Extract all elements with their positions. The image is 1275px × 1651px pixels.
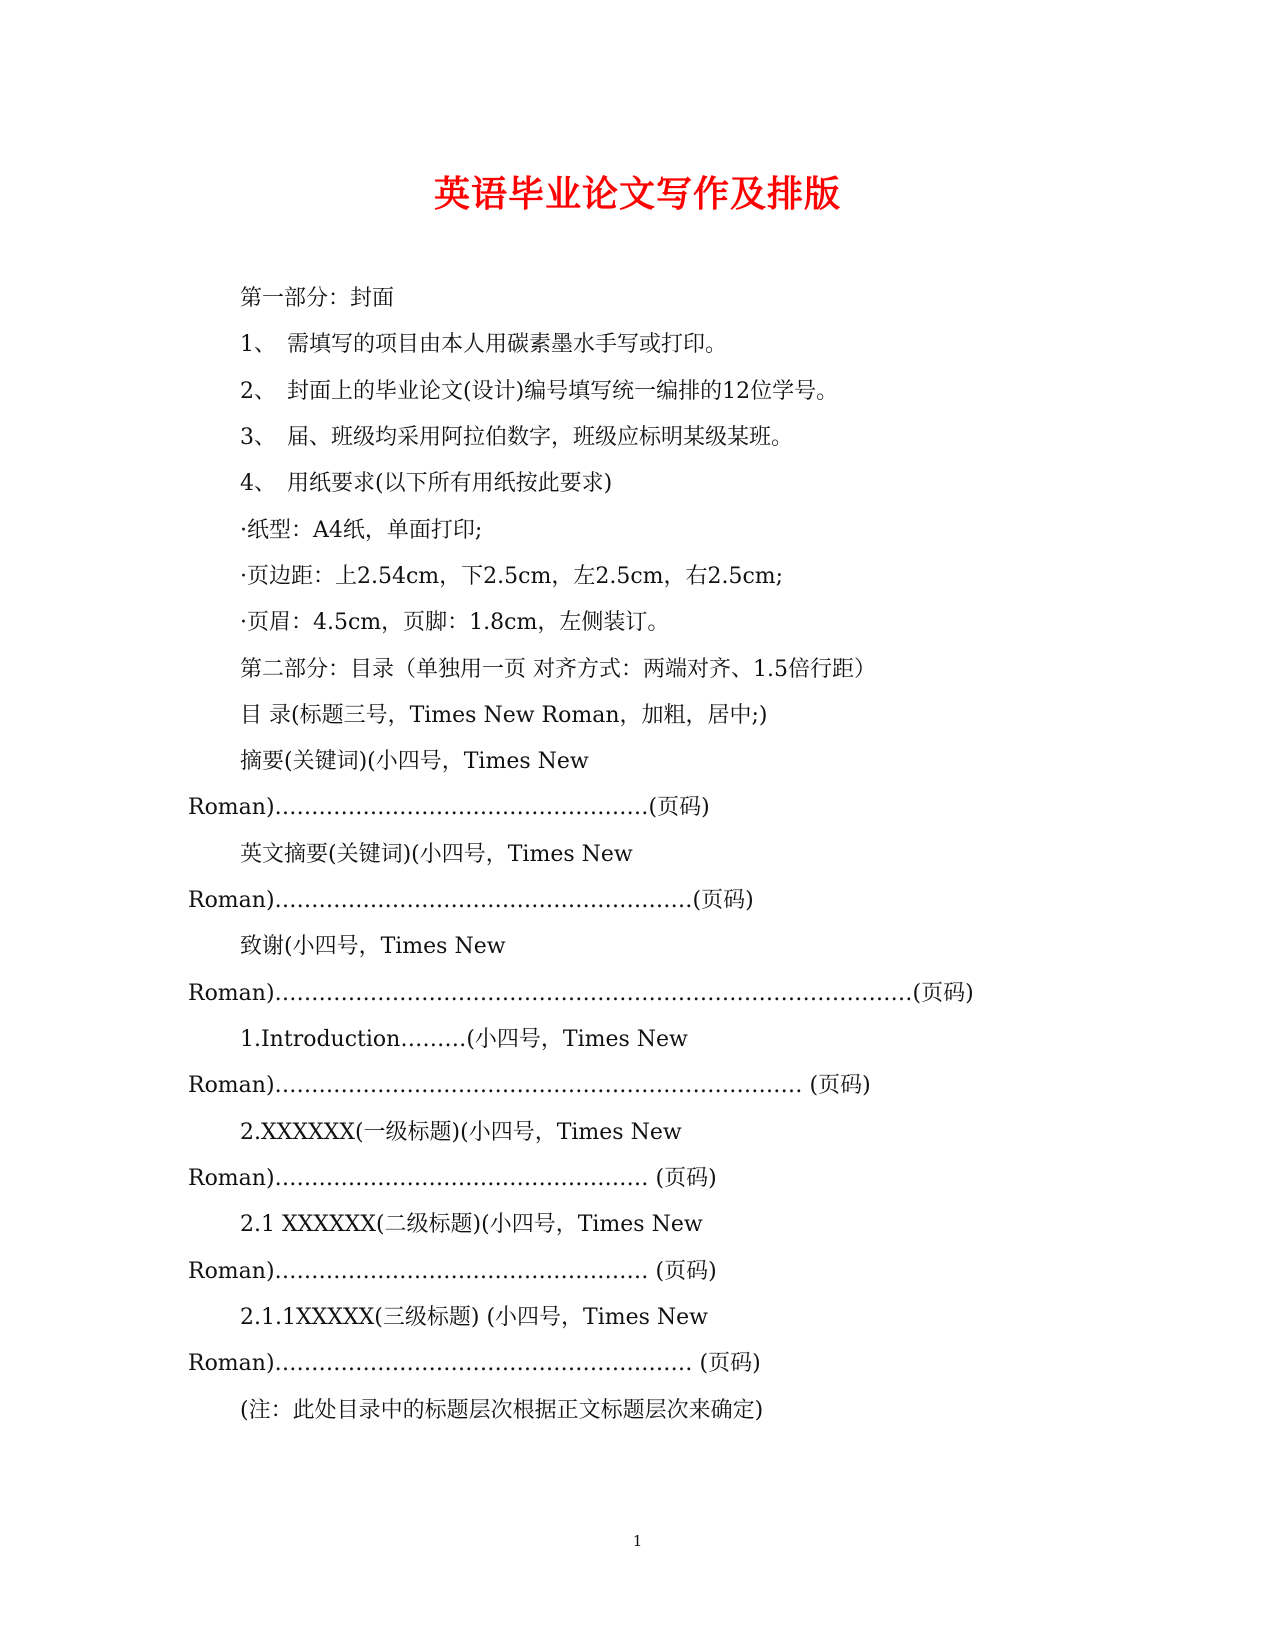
cover-item-1: 1、 需填写的项目由本人用碳素墨水手写或打印。 (240, 332, 727, 357)
toc-entry-english-abstract-cont: Roman)…………………………………………………(页码) (188, 888, 754, 913)
toc-entry-acknowledgements-cont: Roman)……………………………………………………………………………(页码) (188, 981, 974, 1006)
toc-entry-introduction: 1.Introduction………(小四号，Times New (240, 1027, 688, 1052)
toc-entry-introduction-cont: Roman)……………………………………………………………… (页码) (188, 1073, 871, 1098)
toc-title-format: 目 录(标题三号，Times New Roman，加粗，居中;) (240, 703, 768, 728)
cover-item-3: 3、 届、班级均采用阿拉伯数字，班级应标明某级某班。 (240, 425, 793, 450)
section-heading-cover: 第一部分：封面 (240, 286, 395, 311)
header-footer-bullet: ·页眉：4.5cm，页脚：1.8cm，左侧装订。 (240, 610, 670, 635)
toc-entry-acknowledgements: 致谢(小四号，Times New (240, 934, 506, 959)
toc-entry-level-2: 2.1 XXXXXX(二级标题)(小四号，Times New (240, 1212, 703, 1237)
toc-entry-level-3-cont: Roman)………………………………………………… (页码) (188, 1351, 761, 1376)
toc-entry-english-abstract: 英文摘要(关键词)(小四号，Times New (240, 842, 633, 867)
document-title: 英语毕业论文写作及排版 (433, 173, 841, 215)
toc-entry-level-1-cont: Roman)…………………………………………… (页码) (188, 1166, 717, 1191)
toc-entry-level-1: 2.XXXXXX(一级标题)(小四号，Times New (240, 1120, 682, 1145)
toc-entry-level-3: 2.1.1XXXXX(三级标题) (小四号，Times New (240, 1305, 709, 1330)
page-number: 1 (632, 1532, 643, 1550)
paper-type-bullet: ·纸型：A4纸，单面打印; (240, 518, 483, 543)
toc-note: (注：此处目录中的标题层次根据正文标题层次来确定) (240, 1398, 764, 1423)
toc-entry-level-2-cont: Roman)…………………………………………… (页码) (188, 1259, 717, 1284)
margins-bullet: ·页边距：上2.54cm，下2.5cm，左2.5cm，右2.5cm; (240, 564, 784, 589)
cover-item-4: 4、 用纸要求(以下所有用纸按此要求) (240, 471, 613, 496)
section-heading-toc: 第二部分：目录（单独用一页 对齐方式：两端对齐、1.5倍行距） (240, 657, 876, 682)
toc-entry-abstract: 摘要(关键词)(小四号，Times New (240, 749, 589, 774)
cover-item-2: 2、 封面上的毕业论文(设计)编号填写统一编排的12位学号。 (240, 379, 839, 404)
toc-entry-abstract-cont: Roman)……………………………………………(页码) (188, 795, 710, 820)
